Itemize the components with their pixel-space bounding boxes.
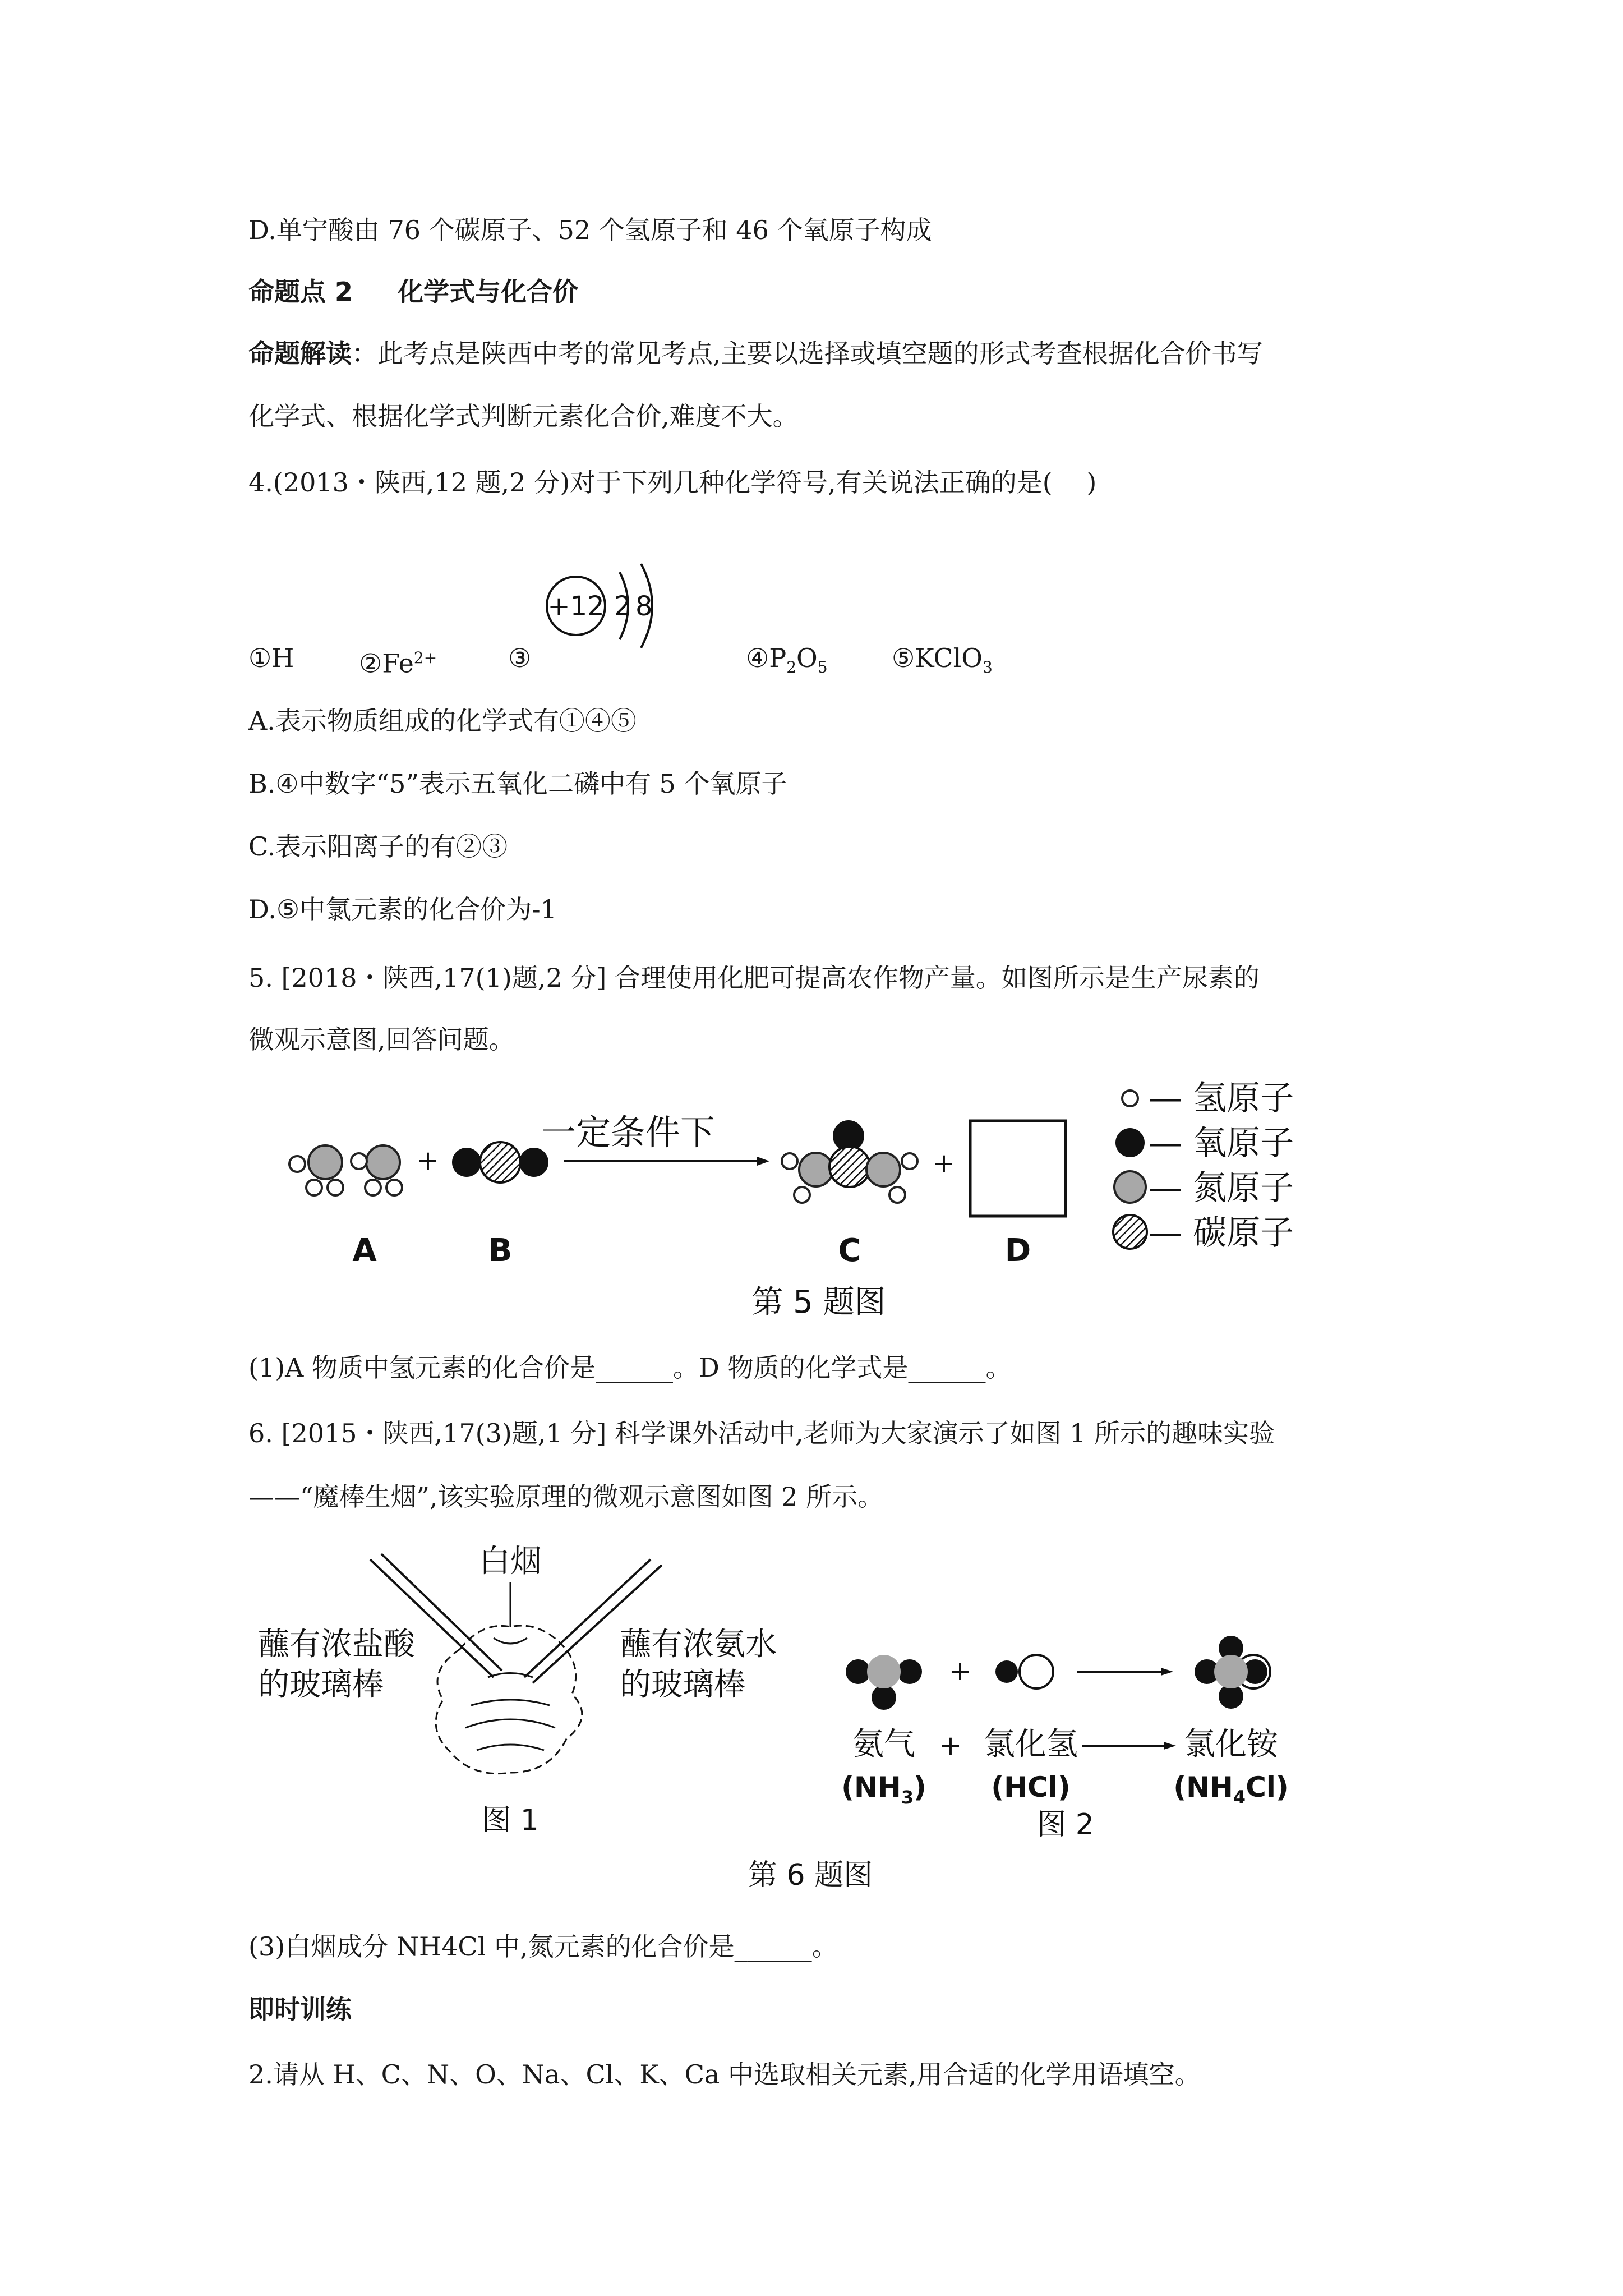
- hydrogen-atom: [897, 1659, 922, 1684]
- shell-2-electrons: 8: [635, 591, 653, 622]
- question-6-stem-2: ——“魔棒生烟”,该实验原理的微观示意图如图 2 所示。: [248, 1481, 884, 1512]
- question-4-option-d: D.⑤中氯元素的化合价为-1: [248, 894, 557, 924]
- topic-heading: [248, 275, 578, 309]
- symbol-1: ①H: [248, 643, 294, 673]
- legend: [1113, 1079, 1294, 1253]
- hydrogen-atom: [889, 1187, 905, 1203]
- topic-number: 命题点 2: [248, 277, 353, 307]
- molecule-a: [289, 1145, 402, 1195]
- hydrogen-atom: [365, 1180, 381, 1195]
- question-4-stem: 4.(2013・陕西,12 题,2 分)对于下列几种化学符号,有关说法正确的是( ): [248, 467, 1097, 498]
- legend-hydrogen-marker: [1122, 1091, 1138, 1106]
- figure-6-1-experiment: [258, 1543, 777, 1837]
- nitrogen-atom: [366, 1145, 400, 1179]
- section-heading-training: 即时训练: [248, 1994, 352, 2024]
- chlorine-atom: [1020, 1655, 1053, 1688]
- interpretation-line-2: 化学式、根据化学式判断元素化合价,难度不大。: [248, 401, 799, 431]
- legend-nitrogen: — 氮原子: [1149, 1168, 1294, 1208]
- question-4-option-b: B.④中数字“5”表示五氧化二磷中有 5 个氧原子: [248, 769, 787, 799]
- label-b: B: [488, 1232, 513, 1269]
- symbol-5: ⑤KClO$_3$: [892, 643, 993, 677]
- right-rod-label-2: 的玻璃棒: [620, 1667, 745, 1703]
- plus-sign: +: [416, 1145, 440, 1176]
- reaction-condition: 一定条件下: [541, 1112, 716, 1153]
- question-5-stem-1: 5. [2018・陕西,17(1)题,2 分] 合理使用化肥可提高农作物产量。如图所示是生产尿素的: [248, 963, 1260, 993]
- plus-sign: +: [932, 1148, 956, 1179]
- question-6-stem-1: 6. [2015・陕西,17(3)题,1 分] 科学课外活动中,老师为大家演示了如图 1 所示的趣味实验: [248, 1418, 1275, 1448]
- interpretation-label: 命题解读: [248, 338, 352, 369]
- hydrogen-atom: [386, 1180, 402, 1195]
- figure-5-urea-diagram: [280, 1077, 1346, 1324]
- unknown-product-box: [970, 1121, 1066, 1216]
- question-4-option-c: C.表示阳离子的有②③: [248, 831, 508, 862]
- hydrogen-atom: [902, 1153, 917, 1169]
- ammonia-label: 氨气: [852, 1726, 915, 1763]
- nitrogen-atom: [308, 1145, 342, 1179]
- nitrogen-atom: [866, 1153, 900, 1186]
- ammonium-chloride-formula: $(NH_4Cl)$: [1173, 1771, 1289, 1808]
- hydrogen-atom: [351, 1153, 367, 1169]
- hydrogen-atom: [794, 1187, 810, 1203]
- legend-carbon-marker: [1113, 1215, 1147, 1249]
- smoke-label: 白烟: [479, 1543, 542, 1580]
- plus-sign: +: [939, 1730, 962, 1761]
- left-rod-label-2: 的玻璃棒: [258, 1667, 384, 1703]
- figure-6-diagram: [247, 1537, 1312, 1918]
- hydrogen-chloride-label: 氯化氢: [984, 1726, 1078, 1763]
- question-5-part-1: (1)A 物质中氢元素的化合价是______。D 物质的化学式是______。: [248, 1352, 1012, 1383]
- oxygen-atom: [452, 1148, 481, 1177]
- legend-oxygen-marker: [1115, 1128, 1145, 1157]
- carbon-atom: [829, 1147, 870, 1187]
- interpretation-text-1: ：此考点是陕西中考的常见考点,主要以选择或填空题的形式考查根据化合价书写: [352, 338, 1263, 369]
- hydrogen-atom: [995, 1660, 1018, 1683]
- legend-hydrogen: — 氢原子: [1149, 1079, 1294, 1118]
- nitrogen-atom: [799, 1153, 833, 1186]
- interpretation-line-1: [248, 337, 1263, 370]
- legend-oxygen: — 氧原子: [1149, 1124, 1294, 1163]
- hydrogen-atom: [782, 1153, 797, 1169]
- label-d: D: [1004, 1232, 1031, 1269]
- figure-1-caption: 图 1: [482, 1803, 539, 1837]
- nitrogen-atom: [1214, 1655, 1248, 1688]
- figure-6-2-reaction: [841, 1636, 1289, 1842]
- nucleus-charge: +12: [547, 591, 605, 622]
- figure-6-caption: 第 6 题图: [748, 1858, 873, 1892]
- molecule-c: [782, 1120, 917, 1203]
- arrow-head: [1161, 1668, 1173, 1676]
- label-a: A: [352, 1232, 377, 1269]
- symbol-4: $④P_2O_5$: [746, 643, 828, 677]
- topic-name: 化学式与化合价: [398, 277, 579, 307]
- hydrogen-atom: [328, 1180, 343, 1195]
- hydrogen-chloride-formula: (HCl): [991, 1771, 1071, 1803]
- label-c: C: [838, 1232, 861, 1269]
- ammonium-chloride-label: 氯化铵: [1184, 1726, 1278, 1763]
- bohr-model-diagram: [536, 561, 681, 656]
- hydrogen-atom: [289, 1156, 305, 1172]
- question-5-stem-2: 微观示意图,回答问题。: [248, 1024, 515, 1055]
- left-rod-label-1: 蘸有浓盐酸: [258, 1626, 415, 1663]
- legend-carbon: — 碳原子: [1149, 1213, 1294, 1253]
- hydrogen-atom: [872, 1685, 896, 1710]
- ammonia-formula: $(NH_3)$: [841, 1771, 926, 1808]
- hydrogen-atom: [846, 1659, 870, 1684]
- legend-nitrogen-marker: [1114, 1171, 1146, 1203]
- figure-5-caption: 第 5 题图: [751, 1284, 886, 1320]
- right-rod-label-1: 蘸有浓氨水: [620, 1626, 777, 1663]
- shell-1-electrons: 2: [614, 591, 631, 622]
- hydrogen-atom: [306, 1180, 322, 1195]
- figure-2-caption: 图 2: [1037, 1808, 1094, 1842]
- plus-sign: +: [948, 1655, 972, 1687]
- question-4-option-a: A.表示物质组成的化学式有①④⑤: [248, 706, 637, 736]
- question-6-part-3: (3)白烟成分 NH4Cl 中,氮元素的化合价是______。: [248, 1931, 838, 1962]
- arrow-head: [757, 1157, 769, 1166]
- nitrogen-atom: [867, 1655, 901, 1688]
- question-2-stem: 2.请从 H、C、N、O、Na、Cl、K、Ca 中选取相关元素,用合适的化学用语填空。: [248, 2059, 1201, 2090]
- question-3-option-d: D.单宁酸由 76 个碳原子、52 个氢原子和 46 个氧原子构成: [248, 215, 932, 245]
- symbol-2: $②Fe^{2+}$: [359, 648, 437, 679]
- symbol-3: ③: [508, 643, 532, 673]
- molecule-b: [452, 1142, 548, 1182]
- carbon-atom: [480, 1142, 520, 1182]
